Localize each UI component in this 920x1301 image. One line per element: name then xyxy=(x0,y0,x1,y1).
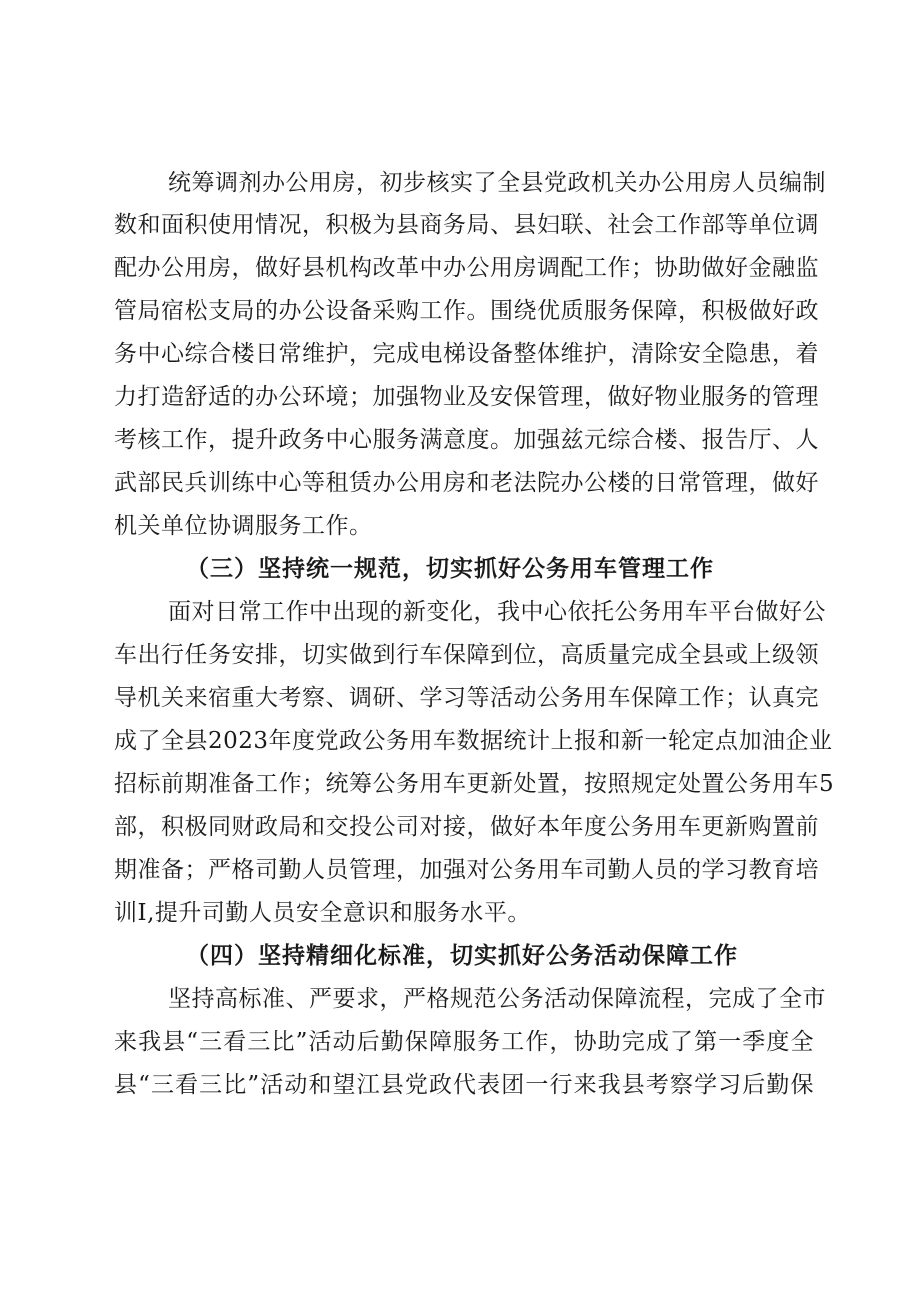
paragraph-line: 考核工作，提升政务中心服务满意度。加强兹元综合楼、报告厅、人 xyxy=(114,427,819,453)
paragraph-line: 配办公用房，做好县机构改革中办公用房调配工作；协助做好金融监 xyxy=(114,255,819,281)
paragraph-line: 统筹调剂办公用房，初步核实了全县党政机关办公用房人员编制 xyxy=(168,170,826,196)
paragraph-line: 来我县“三看三比”活动后勤保障服务工作，协助完成了第一季度全 xyxy=(114,1029,814,1055)
paragraph-line: 车出行任务安排，切实做到行车保障到位，高质量完成全县或上级领 xyxy=(114,642,819,668)
paragraph-line: 机关单位协调服务工作。 xyxy=(114,513,373,539)
section-heading: （四）坚持精细化标准，切实抓好公务活动保障工作 xyxy=(186,942,738,969)
paragraph-line: 力打造舒适的办公环境；加强物业及安保管理，做好物业服务的管理 xyxy=(114,384,819,410)
paragraph-line: 县“三看三比”活动和望江县党政代表团一行来我县考察学习后勤保 xyxy=(114,1072,814,1098)
paragraph-line: 训I,提升司勤人员安全意识和服务水平。 xyxy=(114,900,531,926)
section-heading: （三）坚持统一规范，切实抓好公务用车管理工作 xyxy=(186,555,714,582)
paragraph-line: 管局宿松支局的办公设备采购工作。围绕优质服务保障，积极做好政 xyxy=(114,298,819,324)
paragraph-line: 武部民兵训练中心等租赁办公用房和老法院办公楼的日常管理，做好 xyxy=(114,470,819,496)
paragraph-line: 数和面积使用情况，积极为县商务局、县妇联、社会工作部等单位调 xyxy=(114,212,819,238)
paragraph-line: 成了全县2023年度党政公务用车数据统计上报和新一轮定点加油企业 xyxy=(114,728,833,754)
paragraph-line: 导机关来宿重大考察、调研、学习等活动公务用车保障工作；认真完 xyxy=(114,685,819,711)
paragraph-line: 部，积极同财政局和交投公司对接，做好本年度公务用车更新购置前 xyxy=(114,814,819,840)
paragraph-line: 务中心综合楼日常维护，完成电梯设备整体维护，清除安全隐患，着 xyxy=(114,341,819,367)
paragraph-line: 面对日常工作中出现的新变化，我中心依托公务用车平台做好公 xyxy=(168,599,826,625)
paragraph-line: 招标前期准备工作；统筹公务用车更新处置，按照规定处置公务用车5 xyxy=(114,771,835,797)
paragraph-line: 坚持高标准、严要求，严格规范公务活动保障流程，完成了全市 xyxy=(168,986,826,1012)
paragraph-line: 期准备；严格司勤人员管理，加强对公务用车司勤人员的学习教育培 xyxy=(114,857,819,883)
